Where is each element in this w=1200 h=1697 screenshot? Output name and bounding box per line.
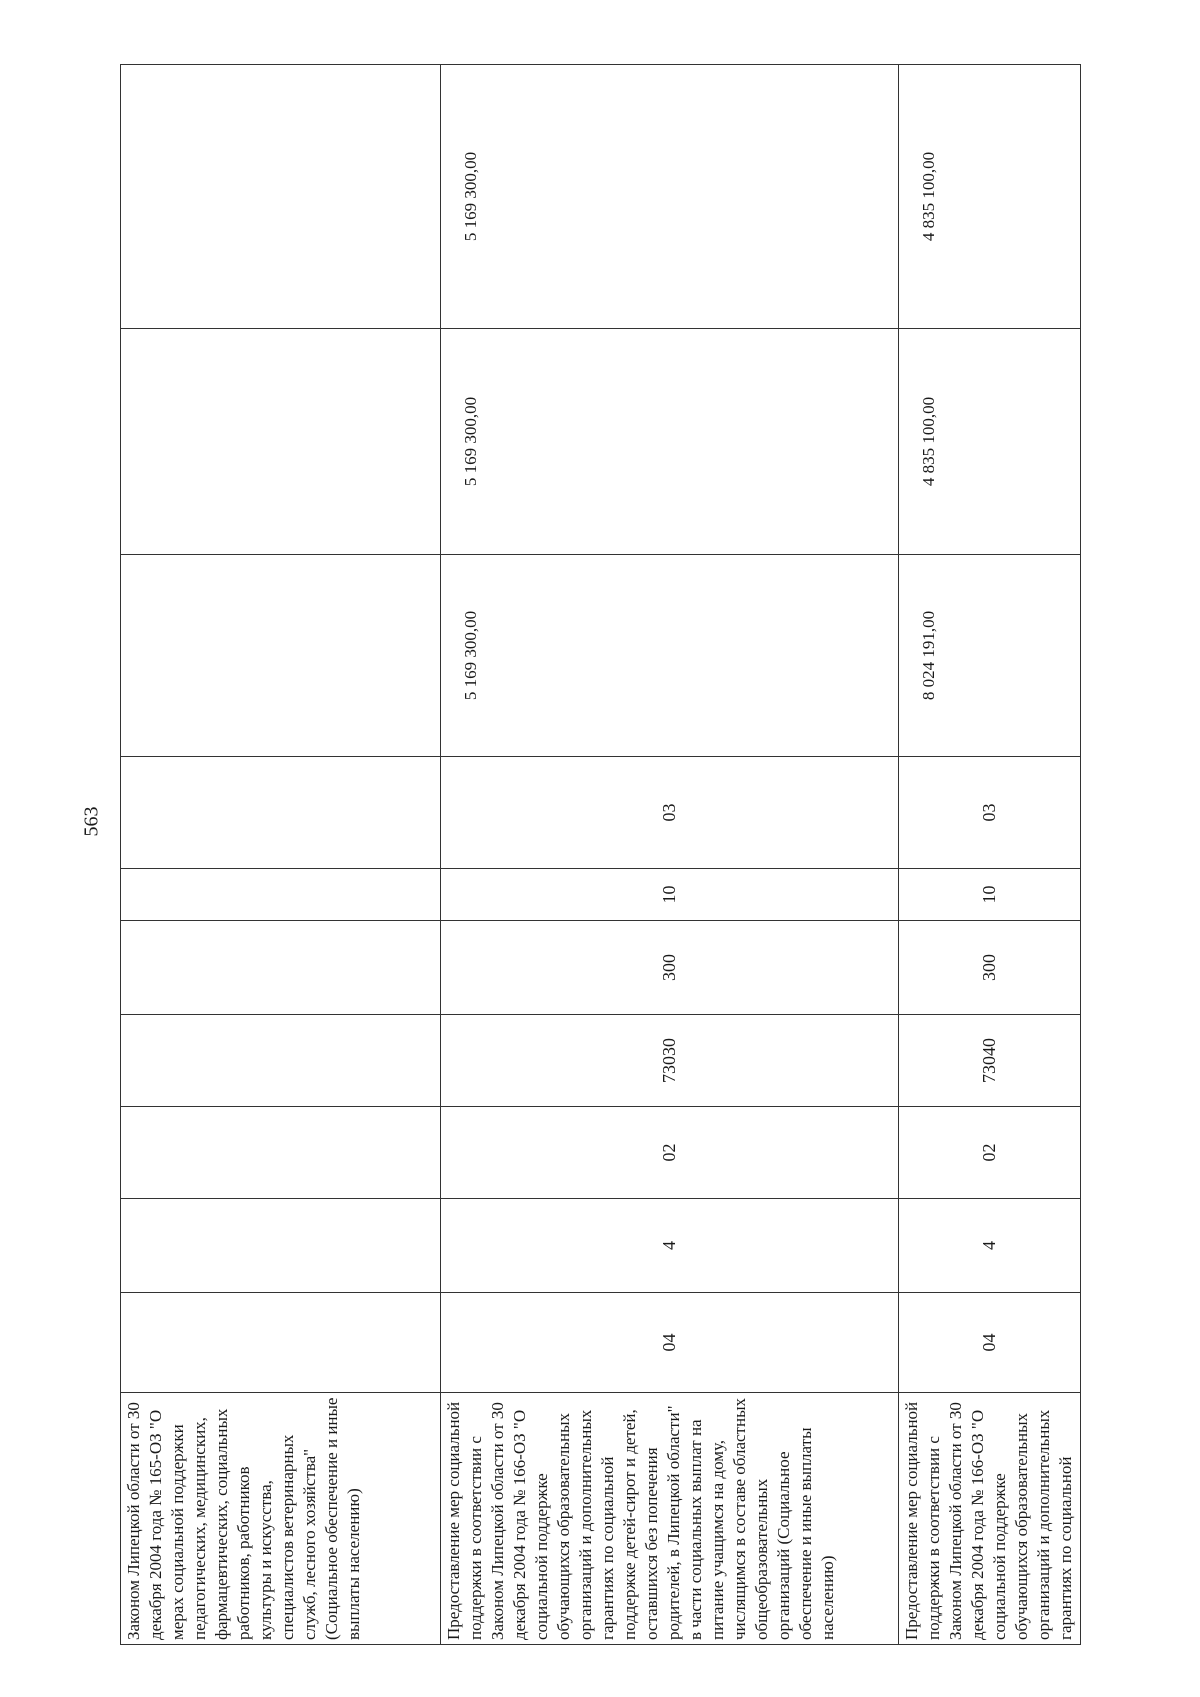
cell-amount-1: 8 024 191,00 <box>899 555 1081 757</box>
page-number: 563 <box>80 806 103 837</box>
cell-program: 4 <box>441 1199 899 1293</box>
budget-table <box>120 64 1081 1645</box>
cell-amount-3: 5 169 300,00 <box>441 65 899 329</box>
cell-ministry: 04 <box>441 1293 899 1393</box>
row-description: Предоставление мер социальной поддержки в соответствии с Законом Липецкой области от 30 декабря 2004 года № 166-ОЗ "О социальной поддержке обучающихся образовательных организаций и дополнительных гарантиях по социальной поддержке детей-сирот и детей, оставшихся без попечения родителей, в Липецкой области" в части социальных выплат на питание учащимся на дому, числящимся в составе областных общеобразовательных организаций (Социальное обеспечение и иные выплаты населению) <box>441 1393 899 1645</box>
table-row <box>441 65 899 1645</box>
cell-ministry <box>121 1293 441 1393</box>
cell-expense-type: 300 <box>899 921 1081 1015</box>
cell-program <box>121 1199 441 1293</box>
cell-expense-type: 300 <box>441 921 899 1015</box>
cell-amount-1 <box>121 555 441 757</box>
row-description: Предоставление мер социальной поддержки в соответствии с Законом Липецкой области от 30 декабря 2004 года № 166-ОЗ "О социальной поддержке обучающихся образовательных организаций и дополнительных гарантиях по социальной <box>899 1393 1081 1645</box>
cell-amount-3: 4 835 100,00 <box>899 65 1081 329</box>
cell-subprogram: 02 <box>899 1107 1081 1199</box>
cell-subsection <box>121 757 441 869</box>
cell-section <box>121 869 441 921</box>
cell-program: 4 <box>899 1199 1081 1293</box>
cell-section: 10 <box>899 869 1081 921</box>
cell-expense-type <box>121 921 441 1015</box>
landscape-page <box>120 65 1080 1645</box>
table-rotation-wrapper <box>120 65 1080 1645</box>
table-row <box>899 65 1081 1645</box>
cell-amount-2: 5 169 300,00 <box>441 329 899 555</box>
cell-direction: 73040 <box>899 1015 1081 1107</box>
cell-amount-2 <box>121 329 441 555</box>
cell-subprogram: 02 <box>441 1107 899 1199</box>
cell-subprogram <box>121 1107 441 1199</box>
cell-ministry: 04 <box>899 1293 1081 1393</box>
cell-direction: 73030 <box>441 1015 899 1107</box>
cell-amount-2: 4 835 100,00 <box>899 329 1081 555</box>
table-row <box>121 65 441 1645</box>
cell-section: 10 <box>441 869 899 921</box>
row-description: Законом Липецкой области от 30 декабря 2004 года № 165-ОЗ "О мерах социальной поддержки педагогических, медицинских, фармацевтических, социальных работников, работников культуры и искусства, специалистов ветеринарных служб, лесного хозяйства" (Социальное обеспечение и иные выплаты населению) <box>121 1393 441 1645</box>
cell-subsection: 03 <box>441 757 899 869</box>
cell-amount-1: 5 169 300,00 <box>441 555 899 757</box>
cell-amount-3 <box>121 65 441 329</box>
cell-subsection: 03 <box>899 757 1081 869</box>
cell-direction <box>121 1015 441 1107</box>
